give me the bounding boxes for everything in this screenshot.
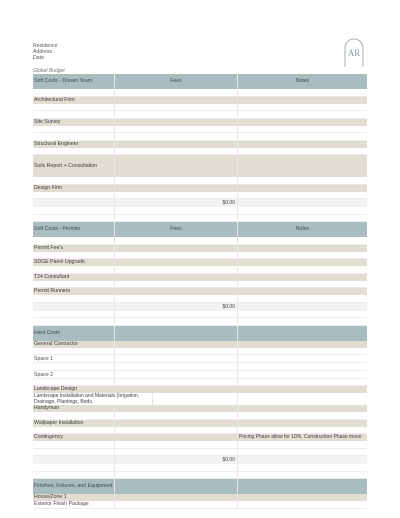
- line-item-label: Architectural Firm: [33, 97, 115, 104]
- notes-header: Notes: [295, 78, 310, 84]
- subtotal-value: $0.00: [115, 199, 238, 207]
- empty-row: [33, 111, 367, 119]
- line-item-label: Handyman: [33, 405, 115, 412]
- subtotal-value: $0.00: [115, 303, 238, 311]
- line-item-row: [33, 494, 367, 501]
- line-item-row: [33, 119, 367, 126]
- residence-label: Residence: [33, 43, 58, 49]
- empty-row: [33, 192, 367, 200]
- line-item-label: Space 1: [33, 355, 115, 362]
- empty-row: [33, 89, 367, 97]
- subtotal-row: [33, 303, 367, 311]
- empty-row: [33, 363, 367, 371]
- line-item-row: [33, 501, 367, 509]
- section-title: Finishes, Fixtures, and Equipment: [33, 479, 115, 494]
- line-item-label: SDGE Panel Upgrade: [33, 259, 115, 266]
- document-header: [33, 43, 58, 62]
- empty-row: [33, 215, 367, 223]
- line-item-label: General Contractor: [33, 341, 115, 348]
- line-item-label: Exterior Finish Package: [33, 501, 115, 508]
- section-header-permits: [33, 222, 367, 237]
- line-item-row: [33, 355, 367, 363]
- empty-row: [33, 412, 367, 420]
- empty-row: [33, 252, 367, 260]
- line-item-row: [33, 155, 367, 177]
- empty-row: [33, 472, 367, 480]
- line-item-label: Contingency: [33, 434, 115, 441]
- logo-letters: AR: [347, 48, 361, 58]
- section-title: Hard Costs: [33, 326, 115, 341]
- line-item-row: [33, 386, 367, 393]
- line-item-label: Permit Fee's: [33, 245, 115, 252]
- line-item-label: Site Survey: [33, 119, 115, 126]
- line-item-row: [33, 405, 367, 412]
- subtotal-row: [33, 456, 367, 464]
- date-label: Date: [33, 55, 44, 62]
- line-item-label: Landscape Installation and Materials (Irrigation, Drainage, Plantings, Beds,: [33, 393, 153, 405]
- empty-row: [33, 427, 367, 435]
- empty-row: [33, 126, 367, 134]
- line-item-row: [33, 185, 367, 192]
- empty-row: [33, 104, 367, 112]
- empty-row: [33, 449, 367, 457]
- line-item-row: [33, 274, 367, 281]
- notes-header: Notes: [295, 226, 310, 232]
- empty-row: [33, 281, 367, 289]
- fees-header: Fees: [115, 74, 238, 89]
- subtotal-value: $0.00: [115, 456, 238, 464]
- line-item-label: Wallpaper Installation: [33, 420, 115, 427]
- line-item-row: [33, 141, 367, 148]
- budget-sheet: [33, 74, 367, 509]
- section-header-dream-team: [33, 74, 367, 89]
- section-title: Soft Costs - Dream Team: [33, 74, 115, 89]
- contingency-note: Pricing Phase allow for 10%, Construction Phase move: [239, 434, 362, 440]
- empty-row: [33, 441, 367, 449]
- monogram-logo: [342, 36, 366, 68]
- line-item-label: Landscape Design: [33, 386, 115, 393]
- fees-header: Fees: [115, 222, 238, 237]
- line-item-row: [33, 341, 367, 348]
- section-title: Soft Costs - Permits: [33, 222, 115, 237]
- section-header-ffe: [33, 479, 367, 494]
- address-label: Address: [33, 49, 53, 56]
- line-item-label: T24 Consultant: [33, 274, 115, 281]
- line-item-row: [33, 434, 367, 441]
- empty-row: [33, 177, 367, 185]
- line-item-row: [33, 288, 367, 295]
- line-item-label: Structural Engineer: [33, 141, 115, 148]
- line-item-row: [33, 420, 367, 427]
- empty-row: [33, 207, 367, 215]
- line-item-row: [33, 259, 367, 266]
- line-item-label: Permit Runners: [33, 288, 115, 295]
- empty-row: [33, 311, 367, 319]
- line-item-label: House/Zone 1: [33, 494, 115, 501]
- line-item-row: [33, 393, 367, 405]
- empty-row: [33, 348, 367, 356]
- subtotal-row: [33, 199, 367, 207]
- empty-row: [33, 318, 367, 326]
- line-item-label: Space 2: [33, 371, 115, 378]
- empty-row: [33, 237, 367, 245]
- line-item-label: Soils Report + Consultation: [33, 155, 115, 177]
- empty-row: [33, 133, 367, 141]
- empty-row: [33, 379, 367, 387]
- empty-row: [33, 148, 367, 156]
- line-item-row: [33, 371, 367, 379]
- budget-label: Global Budget: [33, 68, 65, 74]
- empty-row: [33, 464, 367, 472]
- empty-row: [33, 266, 367, 274]
- line-item-label: Design Firm: [33, 185, 115, 192]
- empty-row: [33, 295, 367, 303]
- line-item-row: [33, 245, 367, 252]
- line-item-row: [33, 97, 367, 104]
- section-header-hard-costs: [33, 326, 367, 341]
